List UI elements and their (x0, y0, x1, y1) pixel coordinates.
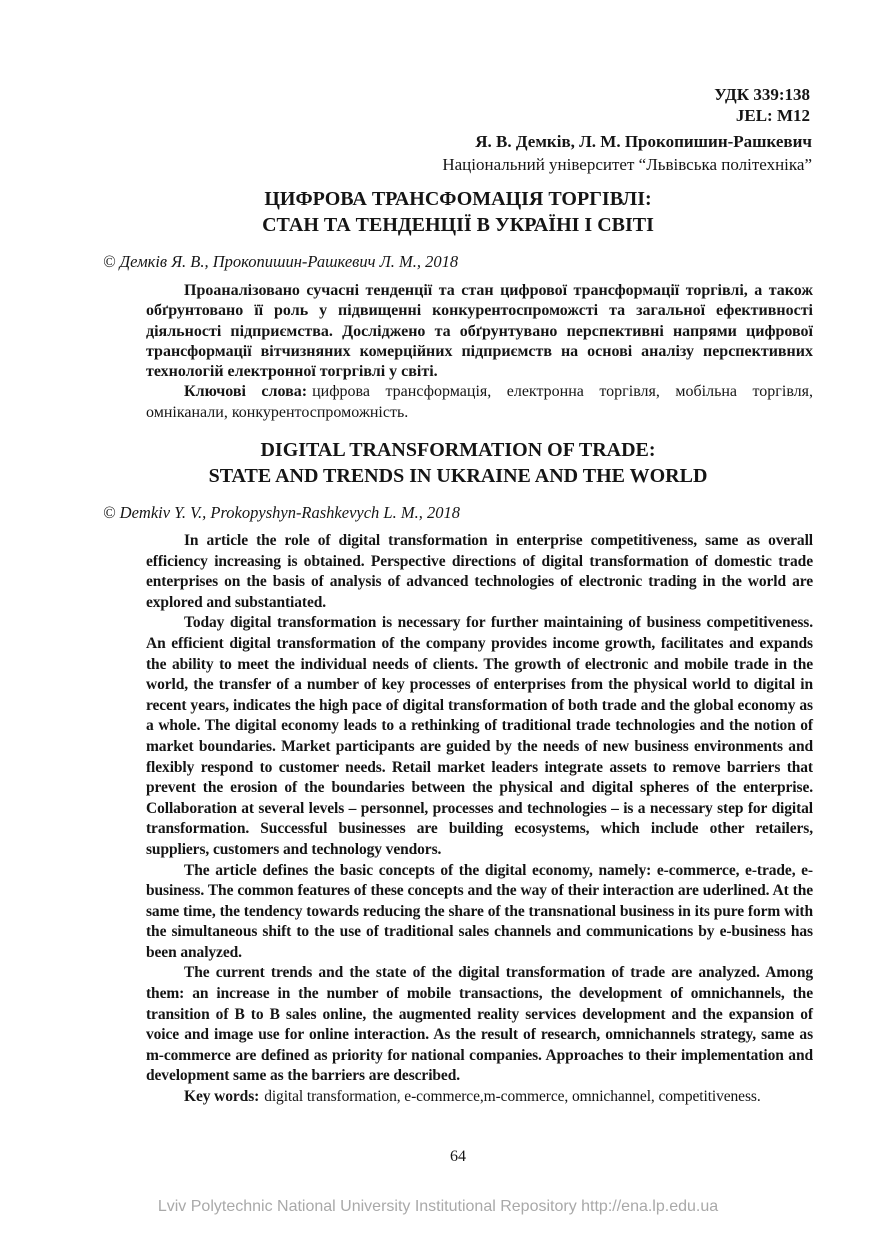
repository-watermark: Lviv Polytechnic National University Institutional Repository http://ena.lp.edu.ua (157, 1198, 719, 1215)
abstract-english-paragraph-1: In article the role of digital transformation in enterprise competitiveness, same as overall efficiency increasing is obtained. Perspective directions of digital transformation of domestic trade enterprises on the basis of analysis of advanced technologies of electronic trading in the world are explored and substantiated. (146, 532, 813, 611)
abstract-ukrainian (146, 281, 813, 423)
copyright-ukrainian: © Демків Я. В., Прокопишин-Рашкевич Л. М., 2018 (103, 252, 459, 271)
abstract-english-paragraph-3: The article defines the basic concepts of the digital economy, namely: e-commerce, e-trade, e-business. The common features of these concepts and the way of their interaction are uderlined. At the same time, the tendency towards reducing the share of the transnational business in its pure form with the simultaneous shift to the use of traditional sales channels and communications by e-business has been analyzed. (146, 861, 813, 961)
title-ukrainian-line1: ЦИФРОВА ТРАНСФОМАЦІЯ ТОРГІВЛІ: (264, 188, 652, 210)
abstract-english-paragraph-4: The current trends and the state of the digital transformation of trade are analyzed. Among them: an increase in the number of mobile transactions, the development of omnichannels, the transition of B to B sales online, the augmented reality services development and the expansion of voice and image use for online interaction. As the result of research, omnichannels strategy, same as m-commerce are defined as priority for national companies. Approaches to their implementation and development same as the barriers are described. (146, 964, 813, 1085)
abstract-ukrainian-text: Проаналізовано сучасні тенденції та стан цифрової трансформації торгівлі, а також обґрунтовано її роль у підвищенні конкурентоспроможсті та загальної ефективності діяльності підприємства. Досліджено та обґрунтувано перспективні напрями цифрової трансформації вітчизняних комерційних підприємств на основі аналізу перспективних технологій електронної тогргівлі у світі. (146, 282, 813, 381)
copyright-english: © Demkiv Y. V., Prokopyshyn-Rashkevych L. M., 2018 (103, 503, 460, 522)
affiliation: Національний університет “Львівська політехніка” (442, 155, 812, 174)
page-number: 64 (450, 1148, 466, 1165)
keywords-english-paragraph (146, 1087, 813, 1108)
keywords-ukrainian-paragraph (146, 382, 813, 423)
title-english (103, 437, 813, 489)
keywords-english-text: digital transformation, e-commerce,m-commerce, omnichannel, competitiveness. (264, 1088, 761, 1106)
classification-codes (714, 84, 810, 126)
title-ukrainian (103, 186, 813, 238)
title-ukrainian-line2: СТАН ТА ТЕНДЕНЦІЇ В УКРАЇНІ І СВІТІ (262, 214, 654, 236)
authors-block (442, 130, 812, 176)
keywords-english-label: Key words: (184, 1088, 260, 1106)
title-english-line1: DIGITAL TRANSFORMATION OF TRADE: (260, 439, 656, 461)
abstract-english-paragraph-2: Today digital transformation is necessary for further maintaining of business competitiveness. An efficient digital transformation of the company provides income growth, facilitates and expands the ability to meet the individual needs of clients. The growth of electronic and mobile trade in the world, the transfer of a number of key processes of enterprises from the physical world to digital in recent years, indicates the high pace of digital transformation of both trade and the global economy as a whole. The digital economy leads to a rethinking of traditional trade technologies and the notion of market boundaries. Market participants are guided by the needs of new business environments and flexibly respond to customer needs. Retail market leaders integrate assets to remove barriers that prevent the erosion of the boundaries between the physical and digital spheres of the enterprise. Collaboration at several levels – personnel, processes and technologies – is a necessary step for digital transformation. Successful businesses are building ecosystems, which include other retailers, suppliers, customers and technology vendors. (146, 614, 813, 858)
authors: Я. В. Демків, Л. М. Прокопишин-Рашкевич (475, 132, 812, 151)
abstract-english (146, 531, 813, 1108)
keywords-ukrainian-text: цифрова трансформація, електронна торгівля, мобільна торгівля, омніканали, конкурентоспроможність. (146, 383, 814, 421)
title-english-line2: STATE AND TRENDS IN UKRAINE AND THE WORLD (208, 465, 708, 487)
jel-code: JEL: M12 (735, 106, 810, 125)
keywords-ukrainian-label: Ключові слова: (184, 383, 308, 401)
udc-code: УДК 339:138 (714, 85, 810, 104)
